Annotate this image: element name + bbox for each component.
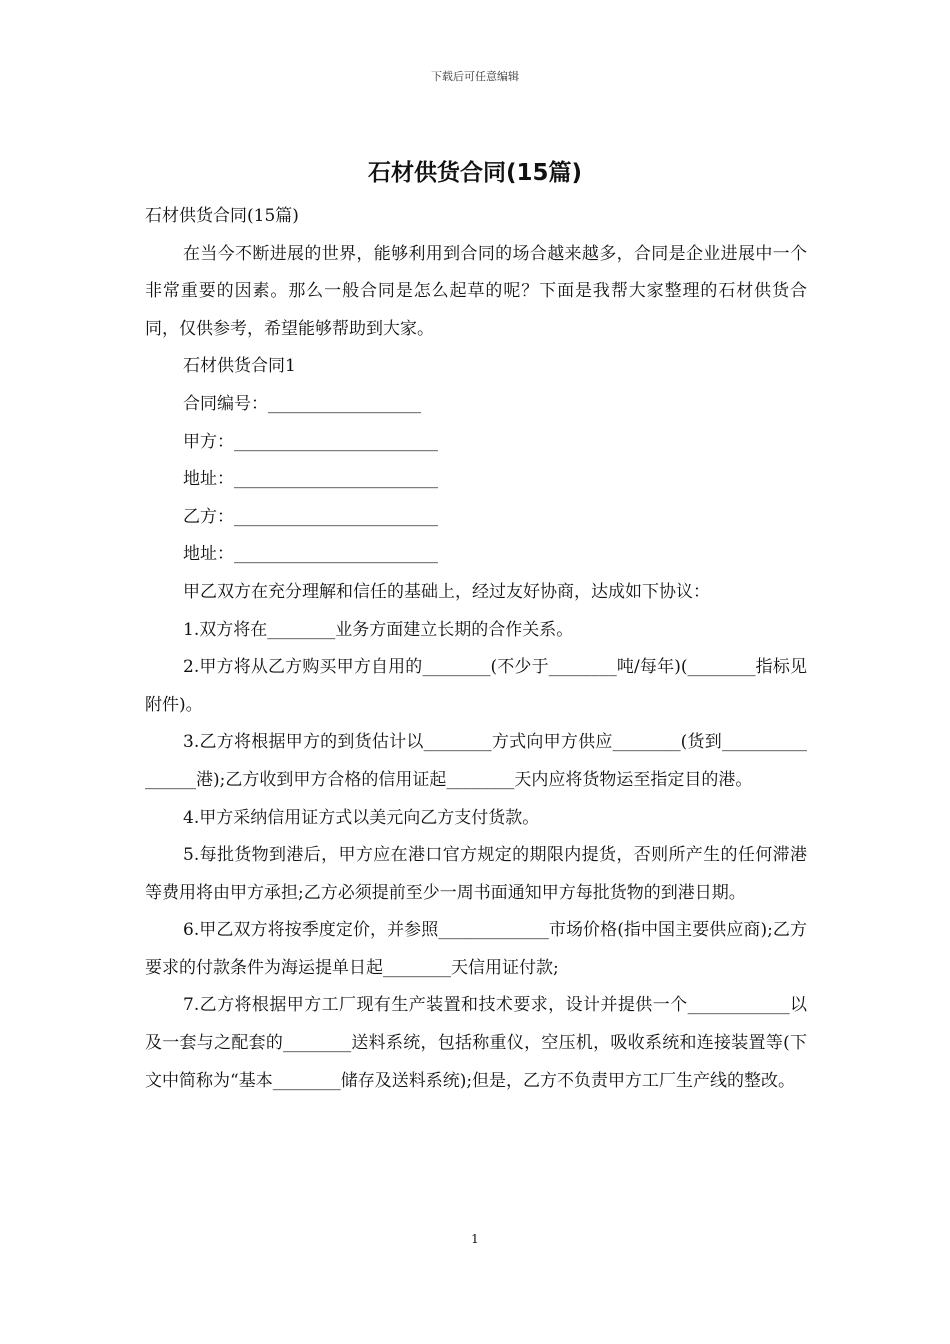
clause-5: 5.每批货物到港后，甲方应在港口官方规定的期限内提货，否则所产生的任何滞港等费用将由甲方承担;乙方必须提前至少一周书面通知甲方每批货物的到港日期。	[145, 845, 807, 903]
contract-number-line: 合同编号：__________________	[183, 393, 421, 414]
party-b-line: 乙方：________________________	[183, 506, 438, 527]
page-number: 1	[471, 1232, 479, 1246]
clause-3: 3.乙方将根据甲方的到货估计以________方式向甲方供应________(货到________________港);乙方收到甲方合格的信用证起________天内应将货物运至指定目的港。	[145, 732, 807, 790]
intro-paragraph: 在当今不断进展的世界，能够利用到合同的场合越来越多，合同是企业进展中一个非常重要的因素。那么一般合同是怎么起草的呢？下面是我帮大家整理的石材供货合同，仅供参考，希望能够帮助到大家。	[145, 243, 807, 339]
clause-1: 1.双方将在________业务方面建立长期的合作关系。	[183, 619, 574, 640]
page-header: 下载后可任意编辑	[431, 70, 519, 83]
party-a-address-line: 地址：________________________	[183, 469, 438, 490]
subtitle-paragraph: 石材供货合同(15篇)	[145, 206, 299, 226]
party-b-address-line: 地址：________________________	[183, 544, 438, 565]
document-title: 石材供货合同(15篇)	[367, 160, 583, 186]
clause-2: 2.甲方将从乙方购买甲方自用的________(不少于________吨/每年)(________指标见附件)。	[145, 657, 807, 715]
section-heading: 石材供货合同1	[183, 356, 296, 377]
party-a-line: 甲方：________________________	[183, 431, 438, 452]
document-body	[145, 198, 807, 1100]
agreement-preamble: 甲乙双方在充分理解和信任的基础上，经过友好协商，达成如下协议：	[183, 581, 710, 602]
clause-7: 7.乙方将根据甲方工厂现有生产装置和技术要求，设计并提供一个____________以及一套与之配套的________送料系统，包括称重仪，空压机，吸收系统和连接装置等(下文中简称为“基本________储存及送料系统);但是，乙方不负责甲方工厂生产线的整改。	[145, 995, 807, 1091]
clause-6: 6.甲乙双方将按季度定价，并参照_____________市场价格(指中国主要供应商);乙方要求的付款条件为海运提单日起________天信用证付款;	[145, 920, 807, 978]
clause-4: 4.甲方采纳信用证方式以美元向乙方支付货款。	[183, 807, 540, 828]
